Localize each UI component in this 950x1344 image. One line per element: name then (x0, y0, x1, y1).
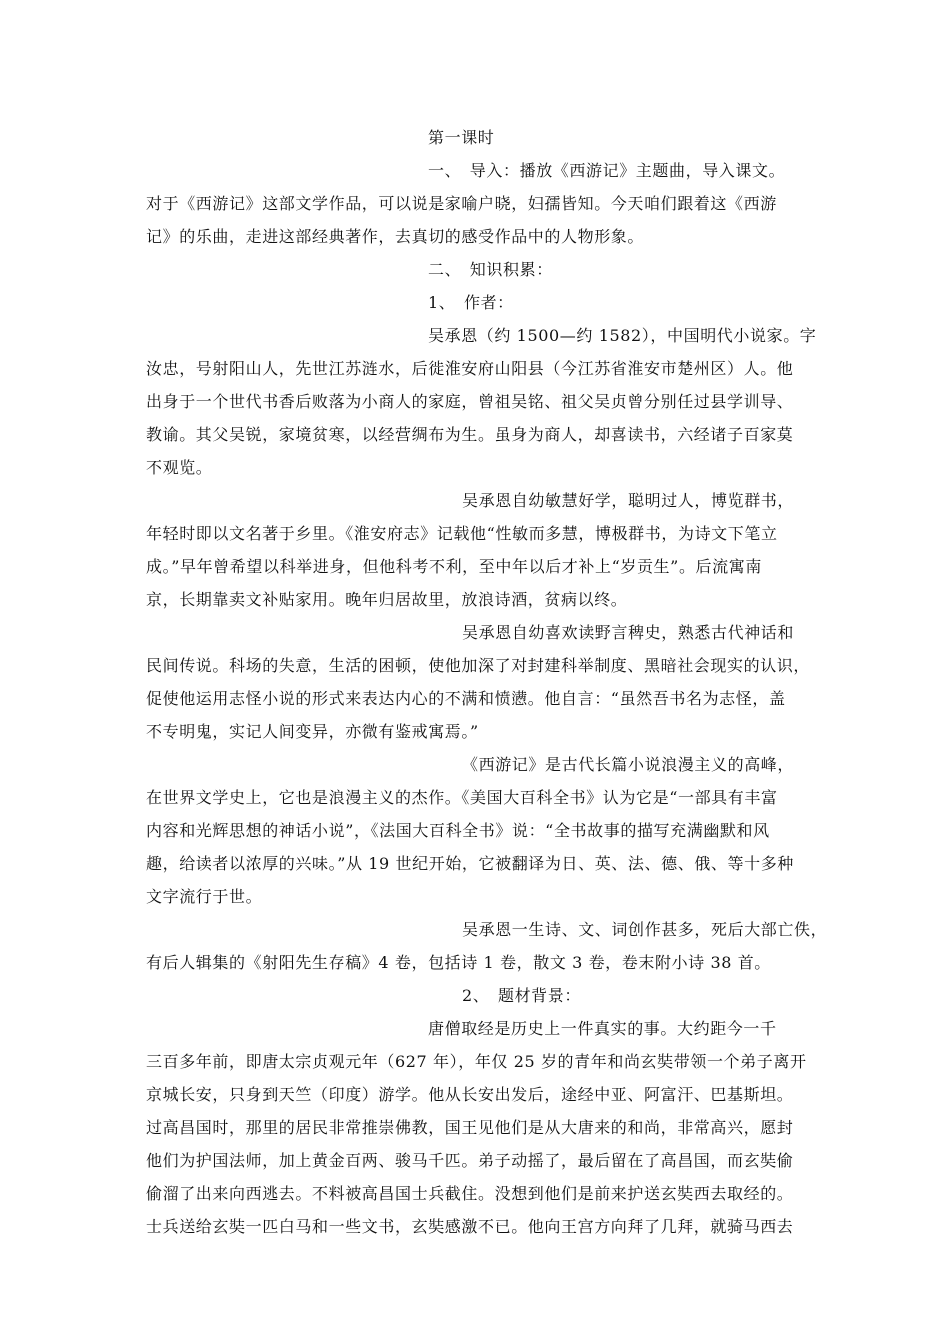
section-heading-knowledge: 二、 知识积累： (428, 260, 553, 279)
lesson-title: 第一课时 (428, 128, 495, 147)
paragraph-line: 成。”早年曾希望以科举进身，但他科考不利，至中年以后才补上“岁贡生”。后流寓南 (146, 557, 762, 576)
paragraph-line: 教谕。其父吴锐，家境贫寒，以经营绸布为生。虽身为商人，却喜读书，六经诸子百家莫 (146, 425, 794, 444)
paragraph-line: 偷溜了出来向西逃去。不料被高昌国士兵截住。没想到他们是前来护送玄奘西去取经的。 (146, 1184, 794, 1203)
paragraph-line: 对于《西游记》这部文学作品，可以说是家喻户晓，妇孺皆知。今天咱们跟着这《西游 (146, 194, 777, 213)
paragraph-line: 在世界文学史上，它也是浪漫主义的杰作。《美国大百科全书》认为它是“一部具有丰富 (146, 788, 778, 807)
paragraph-line: 出身于一个世代书香后败落为小商人的家庭，曾祖吴铭、祖父吴贞曾分别任过县学训导、 (146, 392, 794, 411)
paragraph-line: 吴承恩自幼喜欢读野言稗史，熟悉古代神话和 (462, 623, 795, 642)
paragraph-line: 吴承恩自幼敏慧好学，聪明过人，博览群书， (462, 491, 795, 510)
paragraph-line: 促使他运用志怪小说的形式来表达内心的不满和愤懑。他自言：“虽然吾书名为志怪，盖 (146, 689, 786, 708)
paragraph-line: 文字流行于世。 (146, 887, 263, 906)
paragraph-line: 民间传说。科场的失意，生活的困顿，使他加深了对封建科举制度、黑暗社会现实的认识， (146, 656, 811, 675)
paragraph-line: 京，长期靠卖文补贴家用。晚年归居故里，放浪诗酒，贫病以终。 (146, 590, 628, 609)
section-heading-intro: 一、 导入：播放《西游记》主题曲，导入课文。 (428, 161, 786, 180)
paragraph-line: 不专明鬼，实记人间变异，亦微有鉴戒寓焉。” (146, 722, 479, 741)
paragraph-line: 内容和光辉思想的神话小说”，《法国大百科全书》说：“全书故事的描写充满幽默和风 (146, 821, 770, 840)
paragraph-line: 过高昌国时，那里的居民非常推崇佛教，国王见他们是从大唐来的和尚，非常高兴，愿封 (146, 1118, 794, 1137)
paragraph-line: 唐僧取经是历史上一件真实的事。大约距今一千 (428, 1019, 777, 1038)
paragraph-line: 吴承恩（约 1500—约 1582），中国明代小说家。字 (428, 326, 817, 345)
paragraph-line: 吴承恩一生诗、文、词创作甚多，死后大部亡佚， (462, 920, 828, 939)
paragraph-line: 趣，给读者以浓厚的兴味。”从 19 世纪开始，它被翻译为日、英、法、德、俄、等十多种 (146, 854, 794, 873)
subsection-heading-background: 2、 题材背景： (462, 986, 581, 1005)
subsection-heading-author: 1、 作者： (428, 293, 514, 312)
paragraph-line: 《西游记》是古代长篇小说浪漫主义的高峰， (462, 755, 795, 774)
paragraph-line: 三百多年前，即唐太宗贞观元年（627 年），年仅 25 岁的青年和尚玄奘带领一个弟子离开 (146, 1052, 807, 1071)
paragraph-line: 记》的乐曲，走进这部经典著作，去真切的感受作品中的人物形象。 (146, 227, 645, 246)
paragraph-line: 不观览。 (146, 458, 213, 477)
paragraph-line: 年轻时即以文名著于乡里。《淮安府志》记载他“性敏而多慧，博极群书，为诗文下笔立 (146, 524, 778, 543)
paragraph-line: 他们为护国法师，加上黄金百两、骏马千匹。弟子动摇了，最后留在了高昌国，而玄奘偷 (146, 1151, 794, 1170)
paragraph-line: 京城长安，只身到天竺（印度）游学。他从长安出发后，途经中亚、阿富汗、巴基斯坦。 (146, 1085, 794, 1104)
paragraph-line: 士兵送给玄奘一匹白马和一些文书，玄奘感激不已。他向王宫方向拜了几拜，就骑马西去 (146, 1217, 794, 1236)
paragraph-line: 汝忠，号射阳山人，先世江苏涟水，后徙淮安府山阳县（今江苏省淮安市楚州区）人。他 (146, 359, 794, 378)
paragraph-line: 有后人辑集的《射阳先生存稿》4 卷，包括诗 1 卷，散文 3 卷，卷末附小诗 38 首。 (146, 953, 771, 972)
